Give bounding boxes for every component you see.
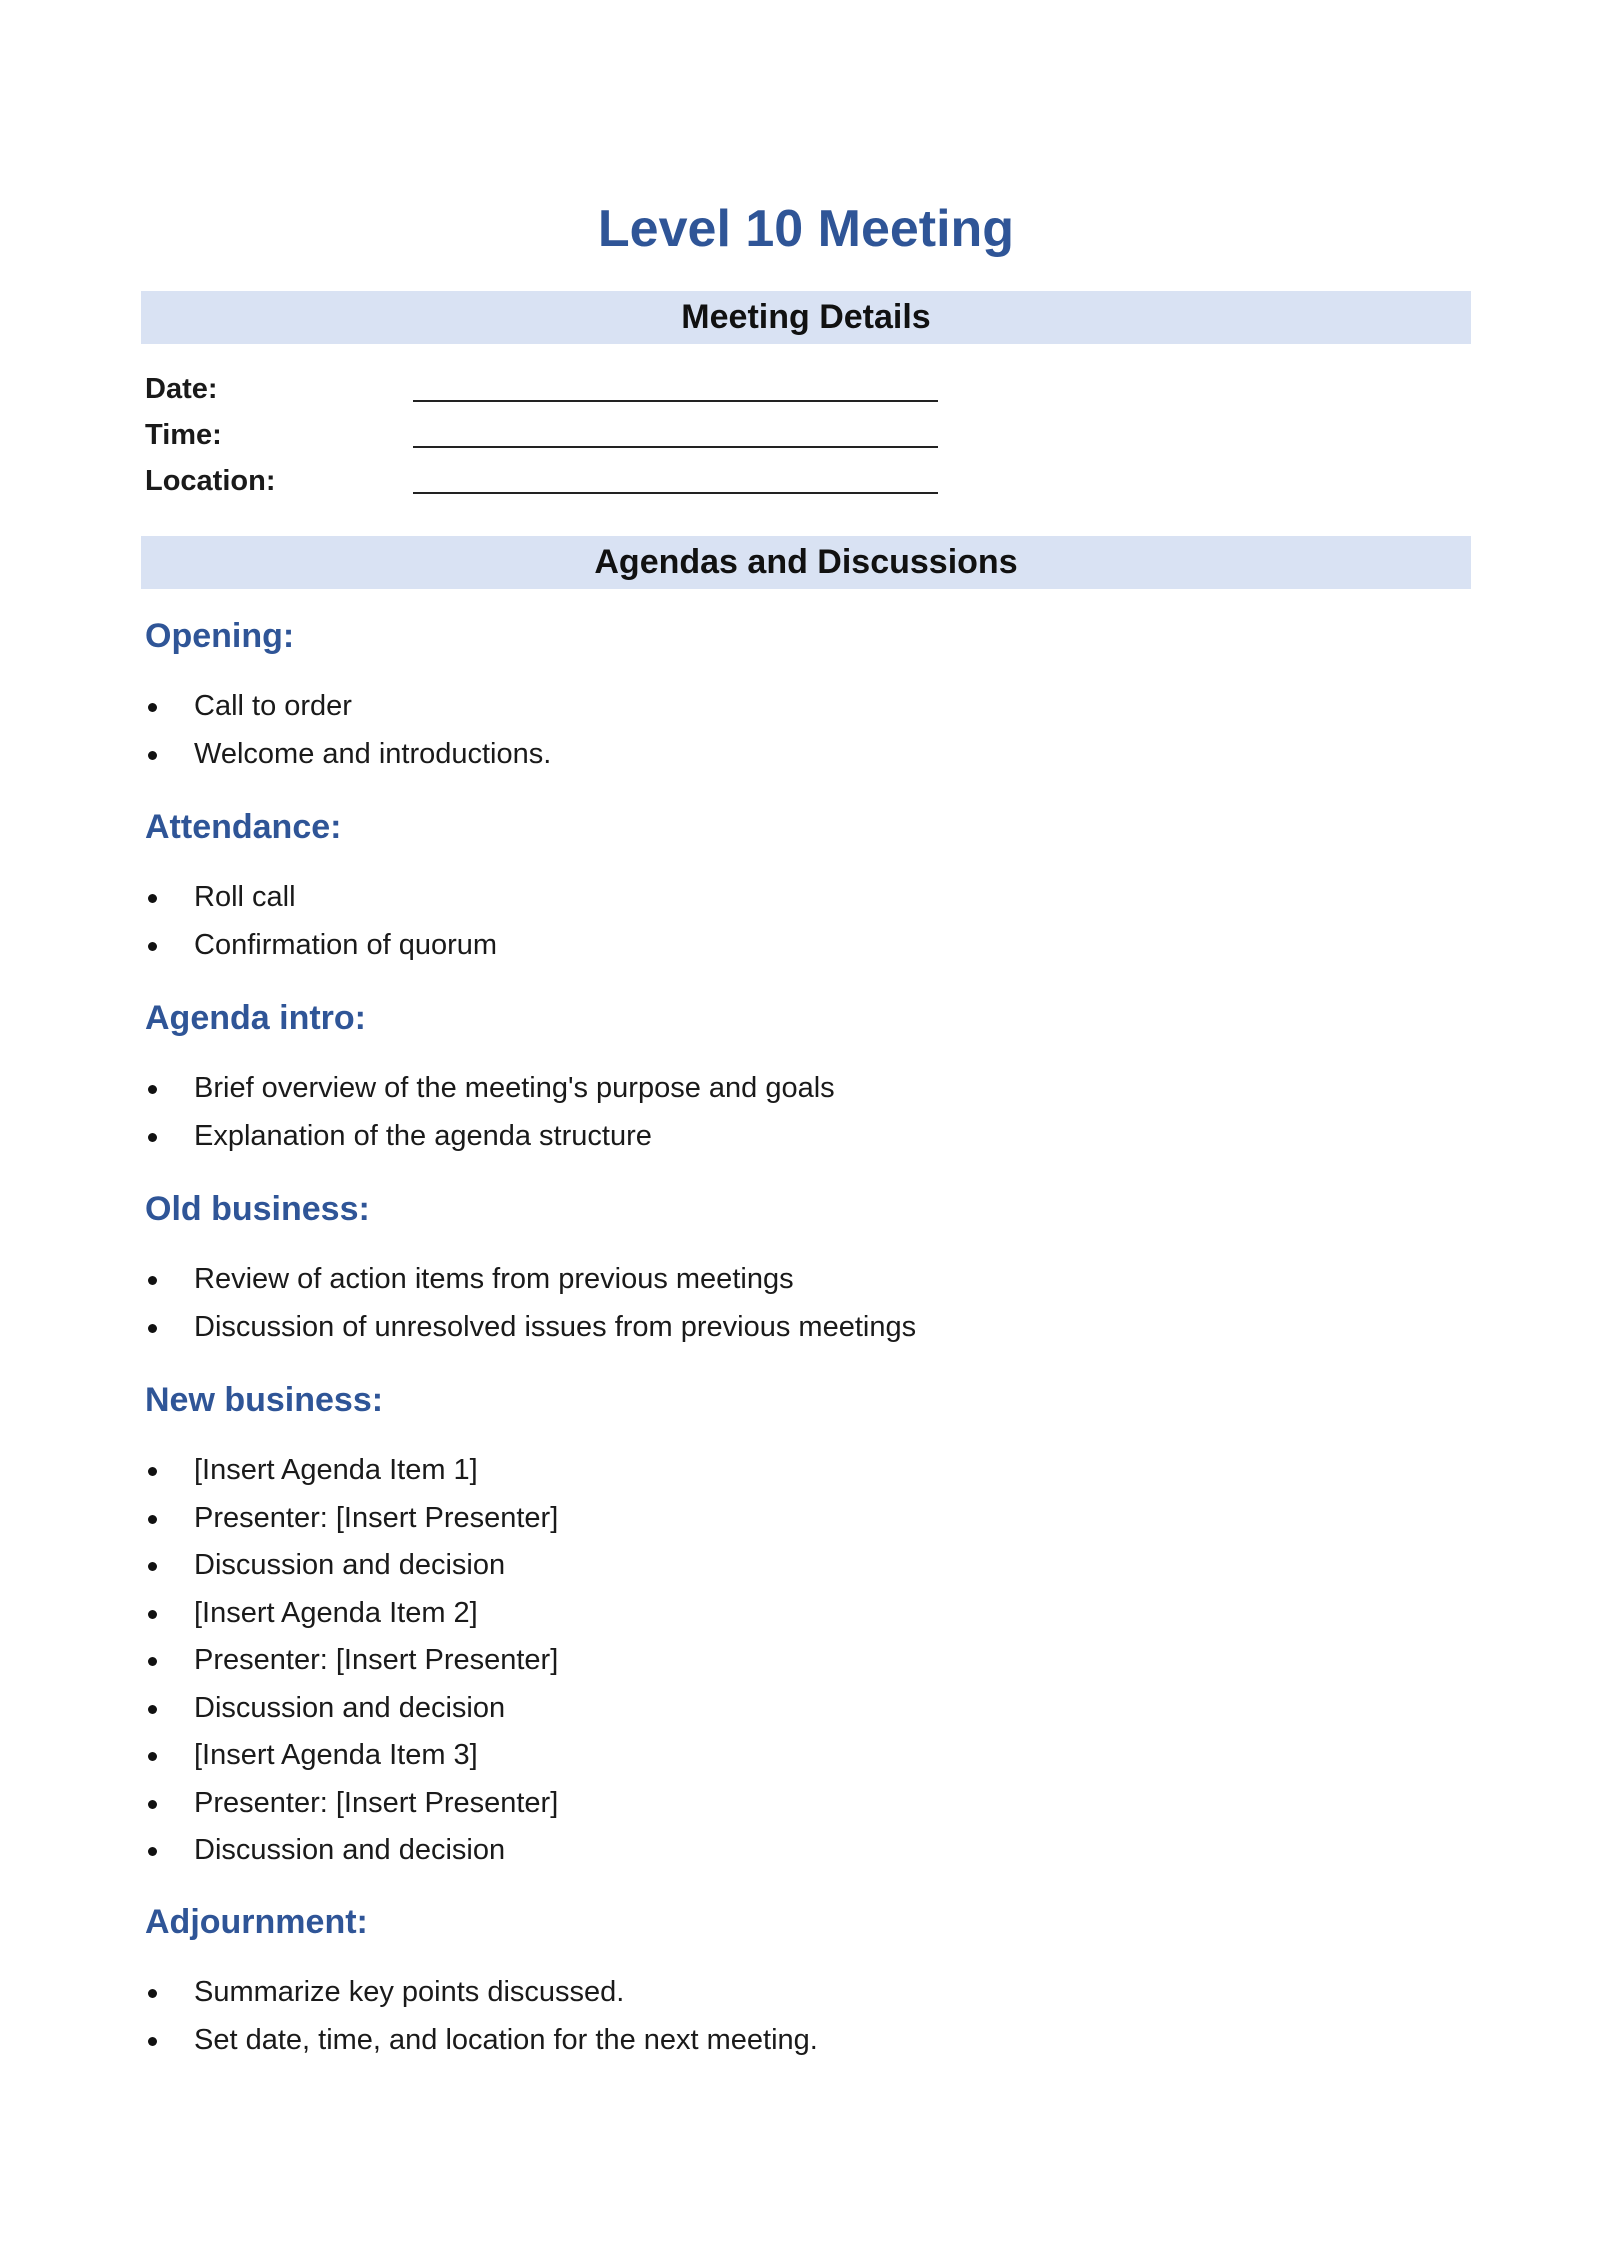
bullet-icon bbox=[148, 1705, 157, 1714]
list-item-text: [Insert Agenda Item 1] bbox=[194, 1454, 478, 1486]
date-field-line[interactable] bbox=[413, 400, 938, 402]
time-field-line[interactable] bbox=[413, 446, 938, 448]
section-old-business bbox=[145, 1186, 1445, 1351]
bullet-icon bbox=[148, 894, 157, 903]
list-item-text: Presenter: [Insert Presenter] bbox=[194, 1644, 559, 1676]
bullet-list bbox=[145, 1969, 1445, 2064]
location-row bbox=[145, 458, 1045, 504]
bullet-icon bbox=[148, 1276, 157, 1285]
list-item bbox=[145, 1685, 1445, 1733]
bullet-icon bbox=[148, 1085, 157, 1094]
bullet-icon bbox=[148, 1847, 157, 1856]
list-item bbox=[145, 1780, 1445, 1828]
list-item-text: Presenter: [Insert Presenter] bbox=[194, 1786, 559, 1819]
list-item-text: [Insert Agenda Item 2] bbox=[194, 1596, 478, 1629]
list-item-text: Confirmation of quorum bbox=[194, 928, 498, 961]
location-field-line[interactable] bbox=[413, 492, 938, 494]
bullet-icon bbox=[148, 1800, 157, 1809]
list-item-text: Explanation of the agenda structure bbox=[194, 1119, 652, 1152]
list-item bbox=[145, 922, 1445, 970]
list-item-text: Discussion and decision bbox=[194, 1549, 506, 1581]
section-title: New business: bbox=[145, 1381, 384, 1419]
bullet-icon bbox=[148, 942, 157, 951]
list-item bbox=[145, 1542, 1445, 1590]
bullet-list bbox=[145, 1256, 1445, 1351]
bullet-icon bbox=[148, 1515, 157, 1524]
date-row bbox=[145, 366, 1045, 412]
list-item bbox=[145, 731, 1445, 779]
list-item bbox=[145, 1304, 1445, 1352]
list-item bbox=[145, 1732, 1445, 1780]
list-item bbox=[145, 1065, 1445, 1113]
agendas-heading: Agendas and Discussions bbox=[141, 536, 1471, 589]
list-item-text: Brief overview of the meeting's purpose and goals bbox=[194, 1072, 835, 1104]
bullet-icon bbox=[148, 1752, 157, 1761]
list-item-text: Review of action items from previous meetings bbox=[194, 1263, 794, 1295]
list-item-text: Call to order bbox=[194, 690, 352, 722]
bullet-icon bbox=[148, 1989, 157, 1998]
list-item-text: Set date, time, and location for the next meeting. bbox=[194, 2023, 818, 2056]
section-title: Adjournment: bbox=[145, 1903, 368, 1941]
section-title: Agenda intro: bbox=[145, 999, 366, 1037]
bullet-icon bbox=[148, 751, 157, 760]
page-title: Level 10 Meeting bbox=[597, 200, 1015, 258]
list-item bbox=[145, 1256, 1445, 1304]
section-new-business bbox=[145, 1377, 1445, 1875]
list-item-text: Discussion of unresolved issues from previous meetings bbox=[194, 1310, 917, 1343]
section-title: Attendance: bbox=[145, 808, 342, 846]
list-item bbox=[145, 1590, 1445, 1638]
list-item-text: Discussion and decision bbox=[194, 1691, 506, 1724]
list-item-text: Welcome and introductions. bbox=[194, 737, 552, 770]
bullet-icon bbox=[148, 1324, 157, 1333]
bullet-icon bbox=[148, 1467, 157, 1476]
list-item bbox=[145, 2017, 1445, 2065]
bullet-list bbox=[145, 1065, 1445, 1160]
section-adjournment bbox=[145, 1899, 1445, 2064]
list-item bbox=[145, 1827, 1445, 1875]
bullet-icon bbox=[148, 2037, 157, 2046]
time-label: Time: bbox=[145, 419, 222, 451]
section-attendance bbox=[145, 804, 1445, 969]
list-item bbox=[145, 1495, 1445, 1543]
list-item bbox=[145, 1447, 1445, 1495]
list-item bbox=[145, 1637, 1445, 1685]
bullet-icon bbox=[148, 1562, 157, 1571]
meeting-details-form bbox=[145, 366, 1045, 504]
time-row bbox=[145, 412, 1045, 458]
bullet-list bbox=[145, 874, 1445, 969]
bullet-icon bbox=[148, 703, 157, 712]
list-item-text: Summarize key points discussed. bbox=[194, 1976, 625, 2008]
list-item bbox=[145, 1969, 1445, 2017]
list-item bbox=[145, 874, 1445, 922]
bullet-icon bbox=[148, 1133, 157, 1142]
bullet-icon bbox=[148, 1657, 157, 1666]
list-item-text: Presenter: [Insert Presenter] bbox=[194, 1501, 559, 1534]
list-item-text: [Insert Agenda Item 3] bbox=[194, 1739, 478, 1771]
list-item bbox=[145, 1113, 1445, 1161]
list-item-text: Roll call bbox=[194, 881, 296, 913]
date-label: Date: bbox=[145, 373, 218, 405]
section-agenda-intro bbox=[145, 995, 1445, 1160]
section-title: Old business: bbox=[145, 1190, 370, 1228]
list-item-text: Discussion and decision bbox=[194, 1834, 506, 1866]
bullet-icon bbox=[148, 1610, 157, 1619]
meeting-details-heading: Meeting Details bbox=[141, 291, 1471, 344]
location-label: Location: bbox=[145, 465, 276, 497]
section-opening bbox=[145, 613, 1445, 778]
section-title: Opening: bbox=[145, 617, 295, 655]
list-item bbox=[145, 683, 1445, 731]
bullet-list bbox=[145, 1447, 1445, 1875]
bullet-list bbox=[145, 683, 1445, 778]
